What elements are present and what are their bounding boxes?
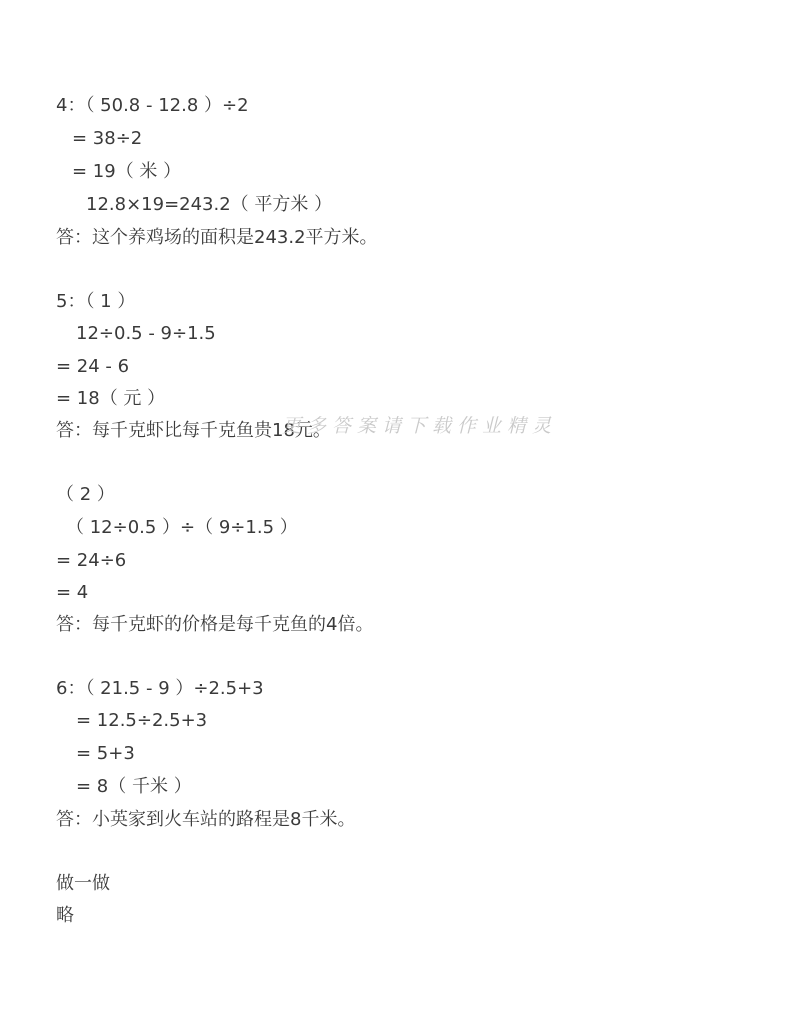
problem-5-part-2-line-2: = 24÷6 — [56, 550, 127, 571]
problem-5-answer-1: 答：每千克虾比每千克鱼贵18元。 — [56, 420, 331, 441]
problem-5-answer-2: 答：每千克虾的价格是每千克鱼的4倍。 — [56, 614, 374, 635]
problem-6-line-1: 6：（ 21.5 - 9 ）÷2.5+3 — [56, 678, 264, 699]
problem-5-part-2-header: （ 2 ） — [56, 484, 115, 505]
problem-4-line-4: 12.8×19=243.2（ 平方米 ） — [86, 194, 333, 215]
problem-4-line-2: = 38÷2 — [72, 128, 143, 149]
problem-5-header: 5：（ 1 ） — [56, 291, 136, 312]
problem-4-line-1: 4：（ 50.8 - 12.8 ）÷2 — [56, 95, 249, 116]
problem-5-line-2: = 24 - 6 — [56, 356, 130, 377]
problem-5-part-2-line-3: = 4 — [56, 582, 89, 603]
watermark-text: 更多答案请下载作业精灵 — [282, 415, 558, 437]
problem-6-line-2: = 12.5÷2.5+3 — [76, 710, 208, 731]
activity-content: 略 — [56, 905, 74, 926]
problem-6-answer: 答：小英家到火车站的路程是8千米。 — [56, 809, 356, 830]
problem-4-line-3: = 19（ 米 ） — [72, 161, 182, 182]
activity-title: 做一做 — [56, 873, 110, 894]
problem-6-line-3: = 5+3 — [76, 743, 135, 764]
problem-5-line-3: = 18（ 元 ） — [56, 388, 166, 409]
problem-5-line-1: 12÷0.5 - 9÷1.5 — [76, 323, 216, 344]
problem-6-line-4: = 8（ 千米 ） — [76, 776, 192, 797]
problem-5-part-2-line-1: （ 12÷0.5 ）÷（ 9÷1.5 ） — [66, 517, 298, 538]
problem-4-answer: 答：这个养鸡场的面积是243.2平方米。 — [56, 227, 378, 248]
